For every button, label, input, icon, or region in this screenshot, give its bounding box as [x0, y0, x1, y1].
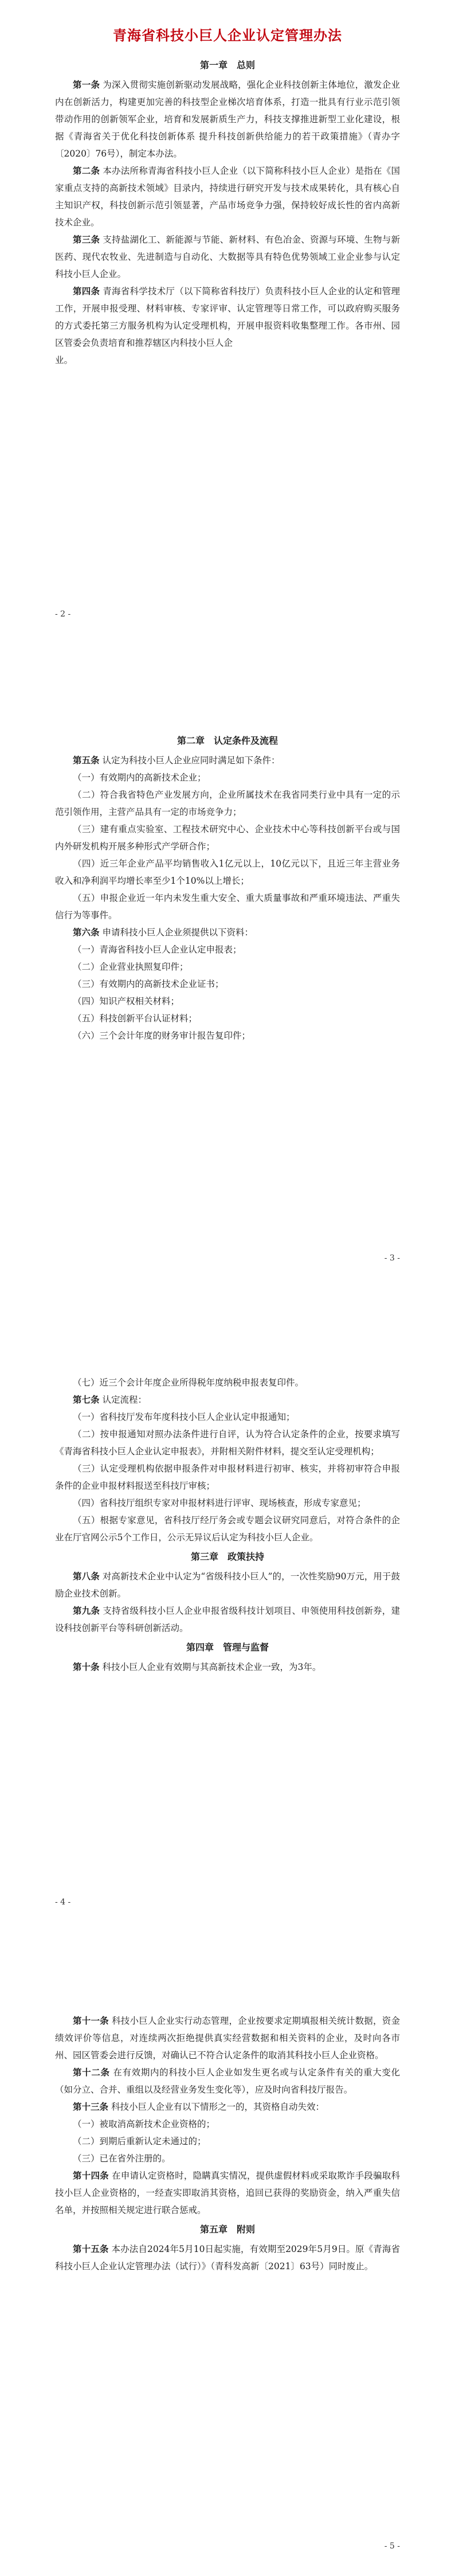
article-number: 第十条	[73, 1661, 100, 1672]
page-4-content	[55, 2012, 400, 2275]
page-1	[0, 0, 455, 644]
paragraph-text: 本办法自2024年5月10日起实施，有效期至2029年5月9日。原《青海省科技小巨人企业认定管理办法（试行）》（青科发高新〔2021〕63号）同时废止。	[55, 2244, 400, 2271]
paragraph-text: 业。	[55, 355, 73, 365]
paragraph-text: （二）按申报通知对照办法条件进行自评，认为符合认定条件的企业，按要求填写《青海省科技小巨人企业认定申报表》，并附相关附件材料，提交至认定受理机构；	[55, 1429, 400, 1457]
paragraph-text: 支持省级科技小巨人企业申报省级科技计划项目、申领使用科技创新券，建设科技创新平台等科研创新活动。	[55, 1606, 400, 1633]
paragraph-text: （二）企业营业执照复印件；	[73, 962, 189, 972]
article-paragraph	[55, 283, 400, 352]
document-title: 青海省科技小巨人企业认定管理办法	[113, 27, 342, 44]
page-number: - 4 -	[55, 1898, 71, 1907]
article-paragraph	[55, 231, 400, 283]
chapter-heading: 第三章 政策扶持	[190, 1551, 264, 1562]
paragraph	[55, 1460, 400, 1494]
page-2	[0, 644, 455, 1288]
paragraph	[55, 2133, 400, 2150]
chapter-heading: 第四章 管理与监督	[186, 1642, 269, 1653]
article-number: 第十四条	[73, 2170, 109, 2181]
paragraph-text: （三）认定受理机构依据申报条件对申报材料进行初审、核实，并将初审符合申报条件的企业申报材料报送至科技厅审核；	[55, 1463, 400, 1491]
paragraph	[55, 1512, 400, 1546]
paragraph-text: 支持盐湖化工、新能源与节能、新材料、有色冶金、资源与环境、生物与新医药、现代农牧业、先进制造与自动化、大数据等具有特色优势领域工业企业参与认定科技小巨人企业。	[55, 235, 400, 279]
paragraph-text: （五）申报企业近一年内未发生重大安全、重大质量事故和严重环境违法、严重失信行为等事件。	[55, 893, 400, 920]
paragraph-text: （三）建有重点实验室、工程技术研究中心、企业技术中心等科技创新平台或与国内外研发机构开展多种形式产学研合作；	[55, 824, 400, 852]
paragraph-text: （一）省科技厅发布年度科技小巨人企业认定申报通知；	[73, 1412, 295, 1422]
article-paragraph	[55, 1602, 400, 1637]
paragraph-text: （二）符合我省特色产业发展方向，企业所属技术在我省同类行业中具有一定的示范引领作用，主营产品具有一定的市场竞争力；	[55, 790, 400, 817]
paragraph-text: 为深入贯彻实施创新驱动发展战略，强化企业科技创新主体地位，激发企业内在创新活力，构建更加完善的科技型企业梯次培育体系，打造一批具有行业示范引领带动作用的创新领军企业，培育和发展新质生产力，科技支撑推进新型工业化建设，根据《青海省关于优化科技创新体系 提升科技创新供给能力的若干政策措施》（青办字〔2020〕76号），制定本办法。	[55, 80, 400, 159]
page-body	[55, 1374, 400, 1676]
article-paragraph	[55, 924, 400, 941]
article-number: 第十三条	[73, 2101, 109, 2112]
article-paragraph	[55, 1568, 400, 1602]
page-body	[55, 57, 400, 369]
article-number: 第三条	[73, 234, 100, 245]
article-number: 第二条	[73, 165, 100, 176]
page-number: - 3 -	[384, 1254, 400, 1263]
article-number: 第九条	[73, 1605, 100, 1616]
paragraph-text: （三）有效期内的高新技术企业证书；	[73, 979, 224, 989]
paragraph-text: （四）近三年企业产品平均销售收入1亿元以上，10亿元以下，且近三年主营业务收入和净利润平均增长率至少1个10%以上增长；	[55, 858, 400, 886]
article-paragraph	[55, 752, 400, 769]
paragraph	[55, 352, 400, 369]
paragraph-text: （一）有效期内的高新技术企业；	[73, 772, 206, 783]
paragraph-text: 在申请认定资格时，隐瞒真实情况，提供虚假材料或采取欺诈手段骗取科技小巨人企业资格的，一经查实即取消其资格，追回已获得的奖励资金，纳入严重失信名单，并按照相关规定进行联合惩戒。	[55, 2171, 400, 2215]
article-number: 第六条	[73, 927, 100, 938]
paragraph	[55, 993, 400, 1010]
paragraph	[55, 958, 400, 975]
paragraph-text: （四）省科技厅组织专家对申报材料进行评审、现场核查，形成专家意见；	[73, 1498, 366, 1508]
paragraph-text: （六）三个会计年度的财务审计报告复印件；	[73, 1031, 251, 1041]
page-1-content	[55, 24, 400, 369]
article-number: 第十五条	[73, 2243, 109, 2254]
article-number: 第十二条	[73, 2067, 110, 2078]
page-3-content	[55, 1374, 400, 1676]
article-number: 第一条	[73, 79, 100, 90]
chapter-heading: 第一章 总则	[199, 60, 255, 71]
article-number: 第八条	[73, 1571, 100, 1582]
paragraph	[55, 2150, 400, 2167]
paragraph	[55, 1494, 400, 1512]
paragraph	[55, 975, 400, 993]
article-paragraph	[55, 2012, 400, 2064]
article-paragraph	[55, 1391, 400, 1408]
paragraph	[55, 855, 400, 889]
paragraph	[55, 821, 400, 855]
paragraph-text: （三）已在省外注册的。	[73, 2153, 171, 2164]
article-number: 第五条	[73, 755, 100, 766]
paragraph-text: （四）知识产权相关材料；	[73, 996, 180, 1006]
paragraph-text: （五）根据专家意见，省科技厅经厅务会或专题会议研究同意后，对符合条件的企业在厅官网公示5个工作日，公示无异议后认定为科技小巨人企业。	[55, 1515, 400, 1543]
article-number: 第七条	[73, 1394, 100, 1405]
paragraph-text: （五）科技创新平台认证材料；	[73, 1013, 198, 1024]
paragraph-text: 科技小巨人企业实行动态管理，企业按要求定期填报相关统计数据，资金绩效评价等信息，对连续两次拒绝提供真实经营数据和相关资料的企业，及时向各市州、园区管委会进行反馈，对确认已不符合认定条件的取消其科技小巨人企业资格。	[55, 2016, 400, 2060]
paragraph-text: （七）近三个会计年度企业所得税年度纳税申报表复印件。	[73, 1377, 304, 1388]
paragraph	[55, 1374, 400, 1391]
paragraph	[55, 1426, 400, 1460]
article-number: 第四条	[73, 286, 100, 296]
paragraph	[55, 889, 400, 924]
paragraph-text: 在有效期内的科技小巨人企业如发生更名或与认定条件有关的重大变化（如分立、合并、重组以及经营业务发生变化等），应及时向省科技厅报告。	[55, 2067, 400, 2095]
paragraph-text: （一）青海省科技小巨人企业认定申报表；	[73, 944, 242, 955]
paragraph-text: 科技小巨人企业有效期与其高新技术企业一致，为3年。	[102, 1662, 321, 1672]
paragraph-text: 青海省科学技术厅（以下简称省科技厅）负责科技小巨人企业的认定和管理工作，开展申报受理、材料审核、专家评审、认定管理等日常工作，可以政府购买服务的方式委托第三方服务机构为认定受理机构，开展申报资料收集整理工作。各市州、园区管委会负责培育和推荐辖区内科技小巨人企	[55, 286, 400, 348]
page-2-content	[55, 730, 400, 1044]
paragraph-text: 认定流程：	[102, 1395, 147, 1405]
article-paragraph	[55, 2241, 400, 2275]
page-number: - 2 -	[55, 610, 71, 619]
paragraph	[55, 1408, 400, 1426]
article-number: 第十一条	[73, 2015, 109, 2026]
paragraph-text: 认定为科技小巨人企业应同时满足如下条件：	[102, 755, 280, 766]
article-paragraph	[55, 162, 400, 231]
paragraph-text: （二）到期后重新认定未通过的；	[73, 2136, 206, 2146]
paragraph-text: （一）被取消高新技术企业资格的；	[73, 2119, 215, 2129]
page-number: - 5 -	[384, 2542, 400, 2551]
article-paragraph	[55, 1658, 400, 1676]
paragraph	[55, 786, 400, 821]
article-paragraph	[55, 2167, 400, 2219]
paragraph	[55, 941, 400, 958]
paragraph	[55, 769, 400, 786]
paragraph-text: 对高新技术企业中认定为“省级科技小巨人”的，一次性奖励90万元，用于鼓励企业技术创新。	[55, 1571, 400, 1599]
page-body	[55, 732, 400, 1044]
paragraph	[55, 2116, 400, 2133]
paragraph	[55, 1027, 400, 1044]
article-paragraph	[55, 2064, 400, 2098]
paragraph	[55, 1010, 400, 1027]
paragraph-text: 本办法所称青海省科技小巨人企业（以下简称科技小巨人企业）是指在《国家重点支持的高新技术领域》目录内，持续进行研究开发与技术成果转化，具有核心自主知识产权，科技创新示范引领显著，产品市场竞争力强，保持较好成长性的省内高新技术企业。	[55, 166, 400, 228]
page-body	[55, 2012, 400, 2275]
paragraph-text: 科技小巨人企业有以下情形之一的，其资格自动失效：	[111, 2102, 324, 2112]
page-3	[0, 1288, 455, 1932]
page-4	[0, 1932, 455, 2576]
article-paragraph	[55, 2098, 400, 2116]
paragraph-text: 申请科技小巨人企业须提供以下资料：	[102, 927, 253, 938]
article-paragraph	[55, 76, 400, 162]
chapter-heading: 第五章 附则	[199, 2224, 255, 2235]
chapter-heading: 第二章 认定条件及流程	[176, 735, 278, 746]
